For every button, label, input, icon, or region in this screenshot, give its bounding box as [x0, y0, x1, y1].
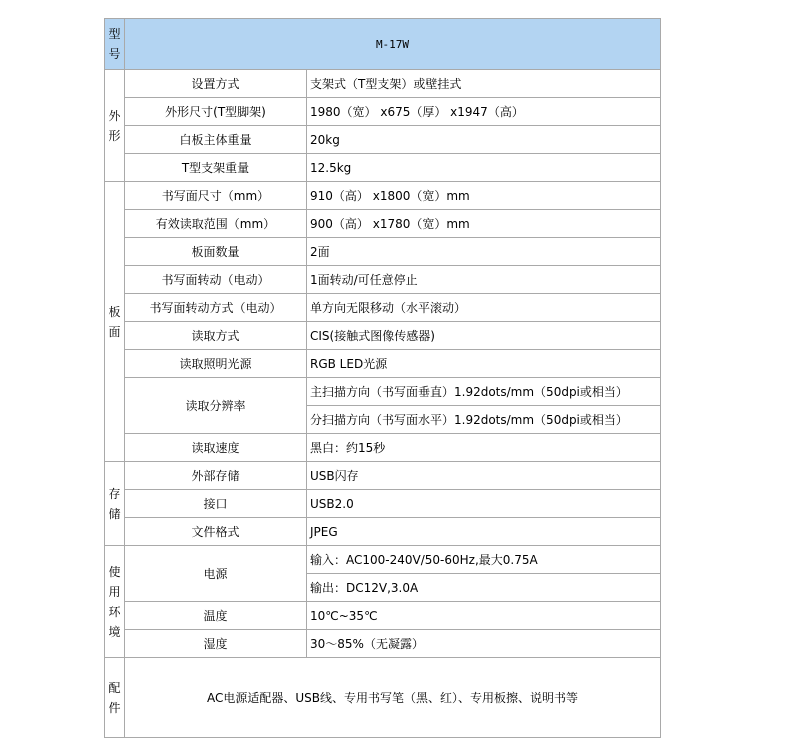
spec-value: 输出：DC12V,3.0A [307, 574, 661, 602]
spec-row [105, 462, 661, 490]
category-char: 号 [108, 47, 121, 61]
accessories-category [105, 658, 125, 738]
spec-label: 读取方式 [125, 322, 307, 350]
category-char: 形 [108, 128, 121, 143]
spec-label: 读取速度 [125, 434, 307, 462]
category-char: 板 [108, 304, 121, 319]
spec-row [105, 210, 661, 238]
accessories-text: AC电源适配器、USB线、专用书写笔（黑、红）、专用板擦、说明书等 [125, 658, 661, 738]
spec-value: USB闪存 [307, 462, 661, 490]
spec-label: 书写面尺寸（mm） [125, 182, 307, 210]
model-name: M-17W [125, 19, 661, 70]
section-category-2 [105, 182, 125, 462]
spec-label: 接口 [125, 490, 307, 518]
spec-value: 1980（宽） x675（厚） x1947（高） [307, 98, 661, 126]
spec-row [105, 70, 661, 98]
spec-value: 20kg [307, 126, 661, 154]
spec-row [105, 630, 661, 658]
spec-value: 黑白：约15秒 [307, 434, 661, 462]
spec-value: 2面 [307, 238, 661, 266]
category-char: 外 [108, 108, 121, 123]
spec-row [105, 266, 661, 294]
accessories-row [105, 658, 661, 738]
category-char: 储 [108, 506, 121, 521]
category-char: 环 [108, 604, 121, 619]
category-char: 使 [108, 564, 121, 579]
category-char: 境 [108, 624, 121, 639]
spec-label: 板面数量 [125, 238, 307, 266]
section-category-3 [105, 462, 125, 546]
spec-label: 文件格式 [125, 518, 307, 546]
spec-label: 外部存储 [125, 462, 307, 490]
spec-value: RGB LED光源 [307, 350, 661, 378]
category-char: 用 [108, 584, 121, 599]
spec-value: 900（高） x1780（宽）mm [307, 210, 661, 238]
spec-label: 外形尺寸(T型脚架) [125, 98, 307, 126]
spec-row [105, 98, 661, 126]
spec-row [105, 322, 661, 350]
spec-row [105, 126, 661, 154]
spec-value: 支架式（T型支架）或壁挂式 [307, 70, 661, 98]
spec-row [105, 238, 661, 266]
spec-label: 设置方式 [125, 70, 307, 98]
section-category-1 [105, 70, 125, 182]
spec-table [104, 18, 661, 738]
category-char: 配 [108, 680, 121, 695]
spec-value: USB2.0 [307, 490, 661, 518]
spec-row [105, 546, 661, 574]
spec-row [105, 518, 661, 546]
spec-label: 有效读取范围（mm） [125, 210, 307, 238]
category-char: 存 [108, 486, 121, 501]
spec-value: 10℃~35℃ [307, 602, 661, 630]
section-category-4 [105, 546, 125, 658]
spec-row [105, 182, 661, 210]
spec-value: CIS(接触式图像传感器) [307, 322, 661, 350]
model-category-cell [105, 19, 125, 70]
spec-label: 读取分辨率 [125, 378, 307, 434]
spec-row [105, 294, 661, 322]
category-char: 型 [108, 27, 121, 41]
spec-row [105, 154, 661, 182]
spec-label: 湿度 [125, 630, 307, 658]
spec-value: 分扫描方向（书写面水平）1.92dots/mm（50dpi或相当） [307, 406, 661, 434]
spec-label: 书写面转动（电动） [125, 266, 307, 294]
spec-value: JPEG [307, 518, 661, 546]
spec-label: 电源 [125, 546, 307, 602]
spec-value: 910（高） x1800（宽）mm [307, 182, 661, 210]
spec-label: T型支架重量 [125, 154, 307, 182]
spec-label: 书写面转动方式（电动） [125, 294, 307, 322]
category-char: 面 [108, 324, 121, 339]
spec-row [105, 434, 661, 462]
spec-table-body [105, 19, 661, 738]
spec-value: 主扫描方向（书写面垂直）1.92dots/mm（50dpi或相当） [307, 378, 661, 406]
spec-row [105, 490, 661, 518]
spec-label: 温度 [125, 602, 307, 630]
spec-row [105, 350, 661, 378]
model-header-row [105, 19, 661, 70]
spec-row [105, 602, 661, 630]
spec-value: 输入：AC100-240V/50-60Hz,最大0.75A [307, 546, 661, 574]
spec-label: 白板主体重量 [125, 126, 307, 154]
spec-value: 12.5kg [307, 154, 661, 182]
category-char: 件 [108, 700, 121, 715]
spec-value: 1面转动/可任意停止 [307, 266, 661, 294]
spec-value: 30～85%（无凝露） [307, 630, 661, 658]
spec-value: 单方向无限移动（水平滚动） [307, 294, 661, 322]
spec-row [105, 378, 661, 406]
spec-label: 读取照明光源 [125, 350, 307, 378]
